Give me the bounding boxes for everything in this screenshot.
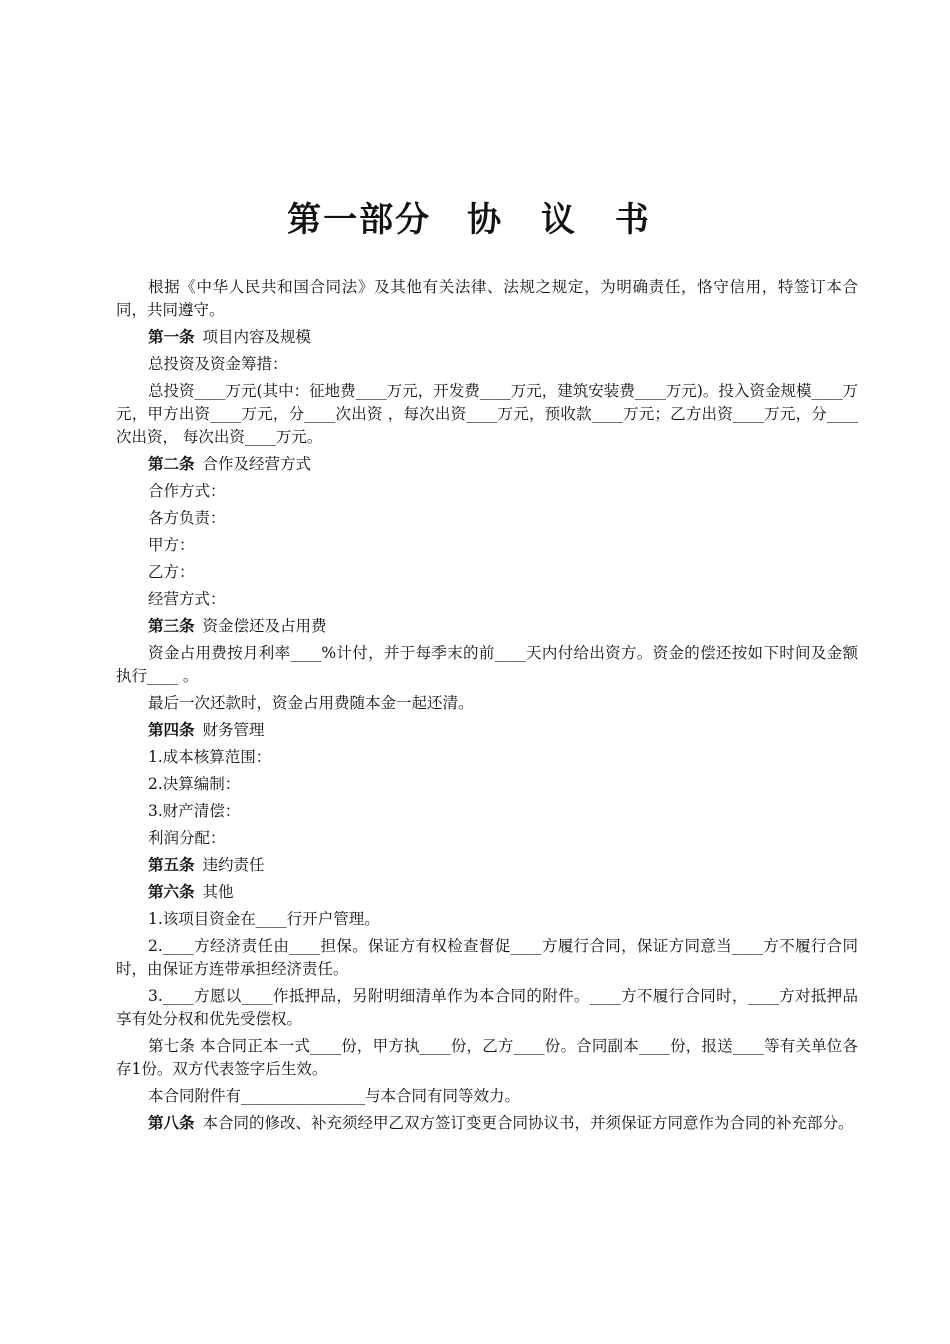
paragraph-text: 总投资____万元(其中：征地费____万元，开发费____万元，建筑安装费____万元)。投入资金规模____万元，甲方出资____万元，分____次出资 ，每次出资____万元，预收款____万元；乙方出资____万元，分____次出资， 每次出资____万元。 [116, 382, 858, 446]
paragraph [116, 746, 858, 769]
paragraph [116, 935, 858, 981]
paragraph-text: 违约责任 [202, 856, 265, 874]
paragraph [116, 985, 858, 1031]
article-number: 第八条 [148, 1114, 195, 1132]
paragraph [116, 800, 858, 823]
title-name: 协 议 书 [467, 200, 663, 240]
paragraph-text: 利润分配： [148, 829, 226, 847]
article-paragraph [116, 326, 858, 349]
paragraph [116, 827, 858, 850]
article-paragraph [116, 453, 858, 476]
paragraph [116, 1085, 858, 1108]
article-paragraph [116, 881, 858, 904]
article-paragraph [116, 615, 858, 638]
paragraph [116, 692, 858, 715]
article-paragraph [116, 719, 858, 742]
paragraph-text: 项目内容及规模 [202, 328, 312, 346]
paragraph [116, 507, 858, 530]
paragraph-text: 2.____方经济责任由____担保。保证方有权检查督促____方履行合同，保证方同意当____方不履行合同时，由保证方连带承担经济责任。 [116, 937, 858, 978]
paragraph-text: 合作及经营方式 [202, 455, 312, 473]
article-number: 第一条 [148, 328, 195, 346]
paragraph [116, 480, 858, 503]
article-paragraph [116, 1112, 858, 1135]
paragraph-text: 总投资及资金筹措： [148, 355, 288, 373]
paragraph [116, 1035, 858, 1081]
document-body [116, 276, 858, 1139]
paragraph-text: 乙方： [148, 563, 195, 581]
paragraph-text: 本合同的修改、补充须经甲乙双方签订变更合同协议书，并须保证方同意作为合同的补充部分。 [202, 1114, 854, 1132]
paragraph [116, 588, 858, 611]
paragraph-text: 第七条 本合同正本一式____份，甲方执____份，乙方____份。合同副本____份，报送____等有关单位各存1份。双方代表签字后生效。 [116, 1037, 858, 1078]
article-number: 第二条 [148, 455, 195, 473]
paragraph [116, 561, 858, 584]
paragraph-text: 其他 [202, 883, 234, 901]
paragraph-text: 资金偿还及占用费 [202, 617, 327, 635]
article-number: 第四条 [148, 721, 195, 739]
article-number: 第六条 [148, 883, 195, 901]
paragraph-text: 2.决算编制： [148, 775, 241, 793]
paragraph-text: 3.____方愿以____作抵押品，另附明细清单作为本合同的附件。____方不履行合同时，____方对抵押品享有处分权和优先受偿权。 [116, 987, 858, 1028]
paragraph [116, 773, 858, 796]
page-title [0, 192, 950, 241]
paragraph-text: 1.该项目资金在____行开户管理。 [148, 910, 380, 928]
paragraph-text: 资金占用费按月利率____%计付，并于每季末的前____天内付给出资方。资金的偿还按如下时间及金额执行____ 。 [116, 644, 858, 685]
paragraph-text: 1.成本核算范围： [148, 748, 272, 766]
paragraph-text: 合作方式： [148, 482, 226, 500]
paragraph [116, 276, 858, 322]
paragraph-text: 经营方式： [148, 590, 226, 608]
paragraph [116, 534, 858, 557]
paragraph-text: 根据《中华人民共和国合同法》及其他有关法律、法规之规定，为明确责任，恪守信用，特签订本合同，共同遵守。 [116, 278, 858, 319]
title-part: 第一部分 [287, 200, 432, 240]
paragraph-text: 本合同附件有________________与本合同有同等效力。 [148, 1087, 521, 1105]
paragraph-text: 最后一次还款时，资金占用费随本金一起还清。 [148, 694, 474, 712]
paragraph [116, 908, 858, 931]
paragraph [116, 380, 858, 449]
article-paragraph [116, 854, 858, 877]
paragraph [116, 353, 858, 376]
article-number: 第三条 [148, 617, 195, 635]
paragraph-text: 各方负责： [148, 509, 226, 527]
paragraph-text: 3.财产清偿： [148, 802, 241, 820]
paragraph-text: 甲方： [148, 536, 195, 554]
paragraph-text: 财务管理 [202, 721, 265, 739]
paragraph [116, 642, 858, 688]
article-number: 第五条 [148, 856, 195, 874]
